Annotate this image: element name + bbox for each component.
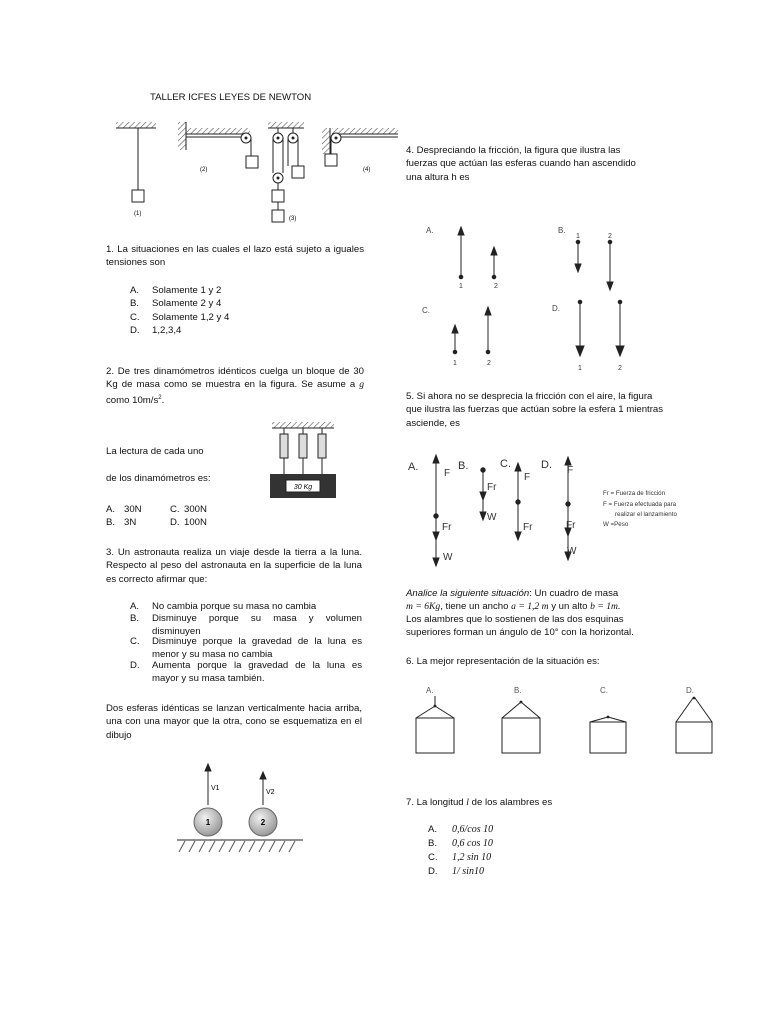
q4-b-2: 2	[608, 233, 612, 240]
q4-label-d: D.	[552, 304, 560, 313]
q5-b-Fr: Fr	[487, 482, 497, 493]
q4-label-c: C.	[422, 306, 430, 315]
spheres-figure	[175, 760, 305, 860]
q4-b-1: 1	[576, 233, 580, 240]
q5-legend-4: W =Peso	[603, 521, 629, 528]
fig-label-4: (4)	[363, 167, 371, 173]
q2-option-d: D. 100N	[170, 517, 207, 528]
question-2: 2. De tres dinamómetros idénticos cuelga un bloque de 30 Kg de masa como se muestra en la figura. Se asume a g como $10m/s^2$.	[106, 366, 364, 406]
q4-a-1: 1	[459, 283, 463, 290]
question-5: 5. Si ahora no se desprecia la fricción con el aire, la figura que ilustra las fuerzas que actúan sobre la esfera 1 mientras asciende, es	[406, 391, 664, 429]
q5-d-W: W	[567, 546, 577, 557]
fig-label-2: (2)	[200, 167, 208, 173]
q4-label-a: A.	[426, 226, 434, 235]
pulley-case-2	[178, 122, 258, 173]
q3-option-a: A. No cambia porque su masa no cambia	[130, 601, 317, 612]
q7-option-a: A. 0,6/cos 10	[428, 824, 494, 835]
situacion-line-4: superiores forman un ángulo de 10° con la horizontal.	[406, 627, 634, 638]
q7-option-b: B. 0,6 cos 10	[428, 838, 493, 849]
q5-label-c: C.	[500, 458, 511, 470]
q4-c-1: 1	[453, 360, 457, 367]
q3-option-c: C. Disminuye porque la gravedad de la luna es menor y su masa no cambia	[130, 636, 362, 661]
q5-d-Fr: Fr	[566, 520, 576, 531]
q2-lectura-1: La lectura de cada uno	[106, 446, 204, 457]
q4-a-2: 2	[494, 283, 498, 290]
q3-option-d: D. Aumenta porque la gravedad de la luna es mayor y su masa también.	[130, 660, 362, 685]
v2-label: V2	[266, 789, 275, 796]
q5-legend-2: F = Fuerza efectuada para	[603, 501, 677, 508]
sphere-2-label: 2	[260, 818, 266, 827]
question-4: 4. Despreciando la fricción, la figura que ilustra las fuerzas que actúan las esferas cuando han ascendido una altura h es	[406, 145, 636, 183]
q6-label-d: D.	[686, 686, 694, 695]
situacion-line-2: m = 6Kg, tiene un ancho a = 1,2 m y un alto b = 1m.	[406, 601, 621, 612]
q6-frames-figure	[404, 680, 724, 760]
v1-label: V1	[211, 785, 220, 792]
situacion-line-1: Analice la siguiente situación: Un cuadro de masa	[406, 588, 619, 599]
q5-d-F: F	[567, 465, 574, 476]
q4-d-2: 2	[618, 365, 622, 372]
q6-label-a: A.	[426, 686, 434, 695]
q5-c-F: F	[524, 472, 531, 483]
q4-c-2: 2	[487, 360, 491, 367]
q1-option-a: A. Solamente 1 y 2	[130, 285, 222, 296]
q4-forces-figure	[418, 222, 648, 372]
q1-option-c: C. Solamente 1,2 y 4	[130, 312, 230, 323]
q7-option-c: C. 1,2 sin 10	[428, 852, 492, 863]
q5-legend-1: Fr = Fuerza de fricción	[603, 490, 666, 497]
pulley-case-4	[322, 128, 398, 173]
q2-lectura-2: de los dinamómetros es:	[106, 473, 211, 484]
q5-c-Fr: Fr	[523, 522, 533, 533]
q5-legend-3: realizar el lanzamiento	[615, 511, 677, 518]
q6-label-c: C.	[600, 686, 608, 695]
q5-a-F: F	[444, 468, 451, 479]
q2-option-b: B. 3N	[106, 517, 137, 528]
q5-forces-figure	[404, 450, 704, 570]
pulley-case-1	[116, 122, 156, 217]
q2-option-a: A. 30N	[106, 504, 142, 515]
page-title: TALLER ICFES LEYES DE NEWTON	[150, 92, 312, 103]
q5-label-d: D.	[541, 459, 552, 471]
question-3: 3. Un astronauta realiza un viaje desde la tierra a la luna. Respecto al peso del astronauta en la superficie de la luna es correcto afirmar que:	[106, 547, 362, 585]
fig-label-3: (3)	[289, 216, 297, 222]
q3-option-b: B. Disminuye porque su masa y volumen disminuyen	[130, 613, 362, 638]
q5-a-Fr: Fr	[442, 522, 452, 533]
dynamometer-figure	[268, 422, 340, 500]
q5-a-W: W	[443, 552, 453, 563]
q5-label-b: B.	[458, 460, 469, 472]
pulley-figure	[110, 118, 400, 228]
q6-label-b: B.	[514, 686, 522, 695]
sphere-1-label: 1	[205, 818, 211, 827]
question-7: 7. La longitud l de los alambres es	[406, 797, 553, 808]
block-label: 30 Kg	[293, 484, 313, 491]
spheres-intro: Dos esferas idénticas se lanzan verticalmente hacia arriba, una con una mayor que la otra, cono se esquematiza en el dibujo	[106, 703, 362, 741]
q1-option-b: B. Solamente 2 y 4	[130, 298, 222, 309]
q5-b-W: W	[487, 512, 497, 523]
pulley-case-3	[268, 122, 304, 222]
situacion-line-3: Los alambres que lo sostienen de las dos esquinas	[406, 614, 624, 625]
q4-label-b: B.	[558, 226, 566, 235]
question-1: 1. La situaciones en las cuales el lazo está sujeto a iguales tensiones son	[106, 244, 364, 269]
q2-option-c: C. 300N	[170, 504, 207, 515]
q5-label-a: A.	[408, 461, 419, 473]
fig-label-1: (1)	[134, 211, 142, 217]
q1-option-d: D. 1,2,3,4	[130, 325, 182, 336]
question-6: 6. La mejor representación de la situación es:	[406, 656, 600, 667]
q4-d-1: 1	[578, 365, 582, 372]
q7-option-d: D. 1/ sin10	[428, 866, 484, 877]
